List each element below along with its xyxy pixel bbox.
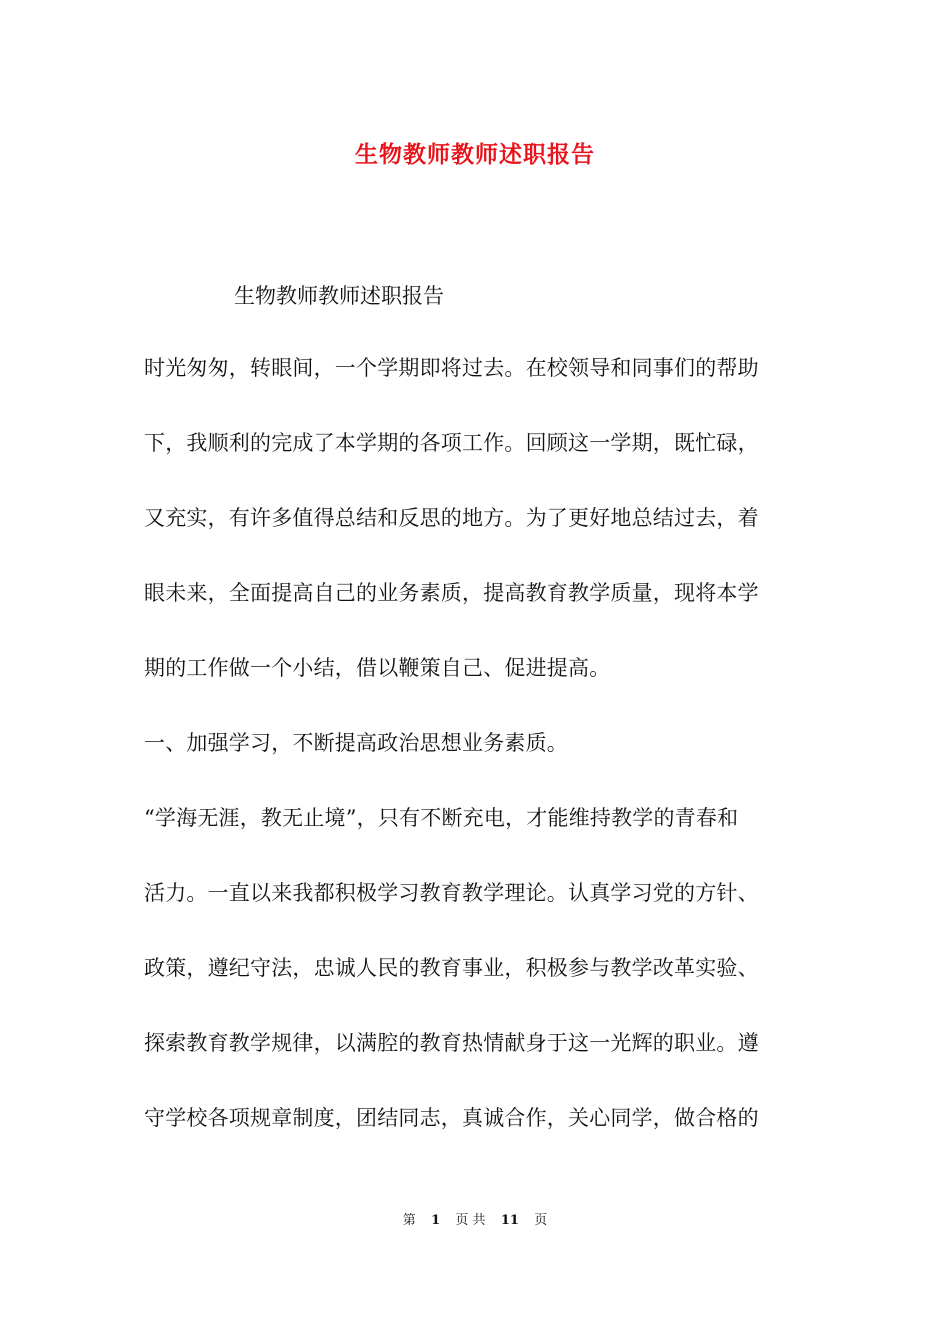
body-line-4: 眼未来，全面提高自己的业务素质，提高教育教学质量，现将本学: [144, 581, 759, 605]
footer-page-number: 1: [431, 1213, 441, 1228]
section-heading-1: 一、加强学习，不断提高政治思想业务素质。: [144, 731, 568, 755]
document-subtitle: 生物教师教师述职报告: [234, 284, 444, 308]
footer-prefix: 第: [402, 1213, 416, 1228]
footer-middle: 页 共: [455, 1213, 486, 1228]
body-line-7: 活力。一直以来我都积极学习教育教学理论。认真学习党的方针、: [144, 881, 759, 905]
body-line-8: 政策，遵纪守法，忠诚人民的教育事业，积极参与教学改革实验、: [144, 956, 759, 980]
body-line-9: 探索教育教学规律，以满腔的教育热情献身于这一光辉的职业。遵: [144, 1031, 759, 1055]
body-line-2: 下，我顺利的完成了本学期的各项工作。回顾这一学期，既忙碌，: [144, 431, 759, 455]
page-footer: [0, 1209, 950, 1228]
body-line-10: 守学校各项规章制度，团结同志，真诚合作，关心同学，做合格的: [144, 1106, 759, 1130]
document-body: [144, 353, 814, 1178]
body-line-1: 时光匆匆，转眼间，一个学期即将过去。在校领导和同事们的帮助: [144, 356, 759, 380]
body-line-6: “学海无涯，教无止境”，只有不断充电，才能维持教学的青春和: [144, 806, 739, 830]
document-title: 生物教师教师述职报告: [355, 141, 595, 168]
footer-total-pages: 11: [500, 1213, 519, 1228]
body-line-3: 又充实，有许多值得总结和反思的地方。为了更好地总结过去，着: [144, 506, 759, 530]
body-line-5: 期的工作做一个小结，借以鞭策自己、促进提高。: [144, 656, 611, 680]
footer-suffix: 页: [534, 1213, 548, 1228]
